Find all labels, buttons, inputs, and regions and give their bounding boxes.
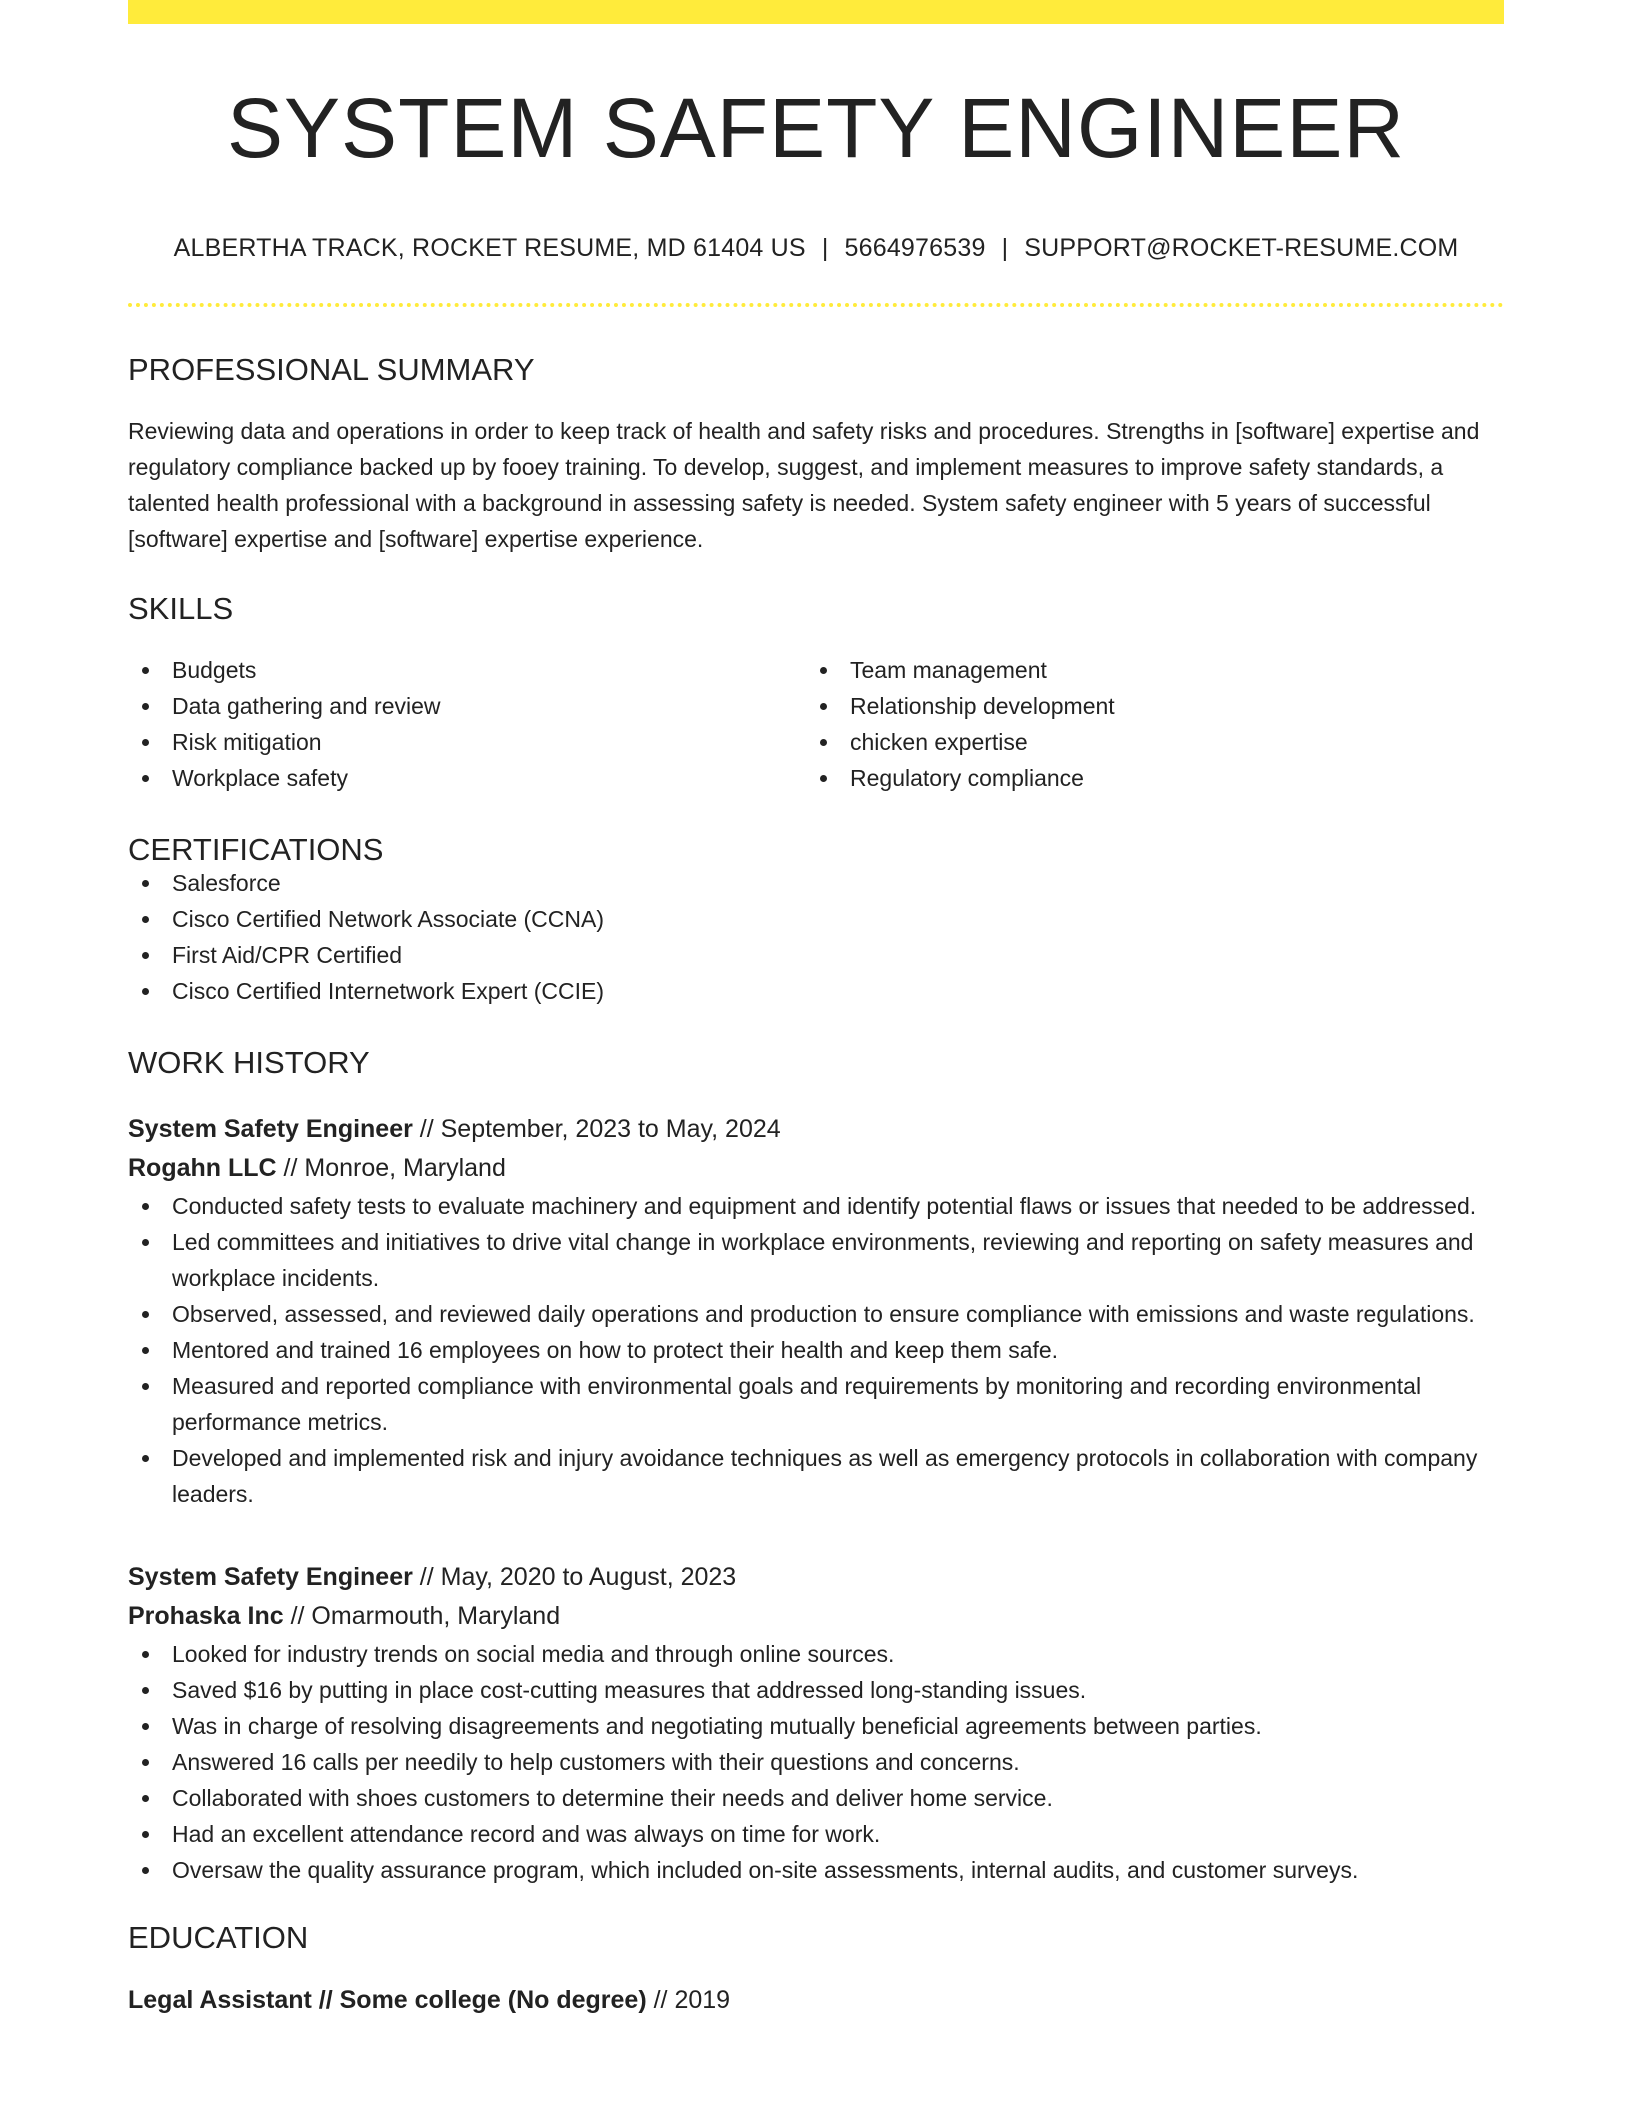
skills-list-left (128, 652, 806, 796)
bullet-icon (820, 703, 827, 710)
bullet-icon (142, 1347, 149, 1354)
bullet-icon (142, 988, 149, 995)
job-location: // Monroe, Maryland (276, 1154, 506, 1182)
bullet-icon (142, 739, 149, 746)
contact-phone: 5664976539 (844, 234, 986, 262)
job-bullet-text: Saved $16 by putting in place cost-cutting measures that addressed long-standing issues. (172, 1677, 1087, 1703)
list-item (806, 652, 1484, 688)
contact-line (128, 234, 1504, 263)
list-item (806, 724, 1484, 760)
list-item (128, 760, 806, 796)
job-entry (128, 1110, 1504, 1512)
job-bullet-text: Led committees and initiatives to drive vital change in workplace environments, reviewing and reporting on safety measures and workplace incidents. (172, 1229, 1474, 1291)
bullet-icon (142, 880, 149, 887)
page-title: SYSTEM SAFETY ENGINEER (226, 81, 1406, 175)
list-item (128, 1440, 1504, 1512)
bullet-icon (142, 952, 149, 959)
certification-label: Cisco Certified Network Associate (CCNA) (172, 906, 605, 932)
list-item (806, 760, 1484, 796)
skill-label: Team management (850, 657, 1047, 683)
job-location: // Omarmouth, Maryland (283, 1602, 561, 1630)
bullet-icon (820, 739, 827, 746)
bullet-icon (142, 1383, 149, 1390)
bullet-icon (142, 1311, 149, 1318)
job-bullet-text: Developed and implemented risk and injury avoidance techniques as well as emergency protocols in collaboration with company leaders. (172, 1445, 1478, 1507)
list-item (128, 688, 806, 724)
contact-address: ALBERTHA TRACK, ROCKET RESUME, MD 61404 US (173, 234, 806, 262)
bullet-icon (142, 1723, 149, 1730)
bullet-icon (142, 1795, 149, 1802)
list-item (128, 1672, 1504, 1708)
job-bullet-text: Answered 16 calls per needily to help customers with their questions and concerns. (172, 1749, 1020, 1775)
list-item (128, 1636, 1504, 1672)
bullet-icon (142, 916, 149, 923)
skill-label: chicken expertise (850, 729, 1028, 755)
job-dates: // May, 2020 to August, 2023 (412, 1563, 737, 1591)
contact-separator: | (1001, 234, 1009, 262)
skill-label: Risk mitigation (172, 729, 322, 755)
skill-label: Regulatory compliance (850, 765, 1084, 791)
job-company-line (128, 1597, 1504, 1636)
resume-page (128, 0, 1504, 2020)
certifications-list (128, 865, 1504, 1009)
job-dates: // September, 2023 to May, 2024 (412, 1115, 781, 1143)
bullet-icon (142, 703, 149, 710)
list-item (128, 973, 1504, 1009)
certification-label: Cisco Certified Internetwork Expert (CCIE) (172, 978, 605, 1004)
job-bullet-text: Observed, assessed, and reviewed daily operations and production to ensure compliance with emissions and waste regulations. (172, 1301, 1475, 1327)
job-entry (128, 1558, 1504, 1888)
job-bullet-text: Collaborated with shoes customers to determine their needs and deliver home service. (172, 1785, 1053, 1811)
skills-list-right (806, 652, 1484, 796)
bullet-icon (142, 1867, 149, 1874)
bullet-icon (142, 1759, 149, 1766)
education-heading: EDUCATION (128, 1920, 309, 1955)
list-item (128, 652, 806, 688)
skill-label: Relationship development (850, 693, 1115, 719)
dotted-divider (128, 303, 1504, 307)
list-item (128, 1368, 1504, 1440)
contact-separator: | (821, 234, 829, 262)
list-item (128, 937, 1504, 973)
list-item (128, 1224, 1504, 1296)
skills-column-right (806, 652, 1484, 796)
education-year: // 2019 (646, 1986, 731, 2014)
bullet-icon (142, 1239, 149, 1246)
job-bullet-text: Mentored and trained 16 employees on how to protect their health and keep them safe. (172, 1337, 1059, 1363)
list-item (128, 865, 1504, 901)
skills-grid (128, 652, 1504, 796)
skill-label: Budgets (172, 657, 257, 683)
job-bullet-text: Measured and reported compliance with environmental goals and requirements by monitoring and recording environmental performance metrics. (172, 1373, 1422, 1435)
education-entry (128, 1981, 1504, 2020)
list-item (128, 1332, 1504, 1368)
job-role: System Safety Engineer (128, 1115, 413, 1143)
job-bullets (128, 1636, 1504, 1888)
certifications-heading: CERTIFICATIONS (128, 832, 384, 867)
job-bullet-text: Was in charge of resolving disagreements and negotiating mutually beneficial agreements between parties. (172, 1713, 1262, 1739)
list-item (128, 1188, 1504, 1224)
list-item (128, 724, 806, 760)
summary-text: Reviewing data and operations in order to keep track of health and safety risks and procedures. Strengths in [software] expertise and regulatory compliance backed up by fooey training. To develop, suggest, and implement measures to improve safety standards, a talented health professional with a background in assessing safety is needed. System safety engineer with 5 years of successful [software] expertise and [software] expertise experience. (128, 418, 1480, 552)
job-bullet-text: Looked for industry trends on social media and through online sources. (172, 1641, 895, 1667)
job-bullet-text: Had an excellent attendance record and was always on time for work. (172, 1821, 881, 1847)
bullet-icon (142, 1203, 149, 1210)
list-item (806, 688, 1484, 724)
skills-heading: SKILLS (128, 591, 234, 626)
skill-label: Data gathering and review (172, 693, 441, 719)
bullet-icon (820, 667, 827, 674)
certification-label: Salesforce (172, 870, 281, 896)
job-bullets (128, 1188, 1504, 1512)
list-item (128, 1744, 1504, 1780)
job-bullet-text: Oversaw the quality assurance program, which included on-site assessments, internal audits, and customer surveys. (172, 1857, 1359, 1883)
list-item (128, 1708, 1504, 1744)
certification-label: First Aid/CPR Certified (172, 942, 403, 968)
accent-bar (128, 0, 1504, 24)
bullet-icon (142, 1687, 149, 1694)
list-item (128, 1780, 1504, 1816)
job-role: System Safety Engineer (128, 1563, 413, 1591)
job-role-line (128, 1110, 1504, 1149)
bullet-icon (142, 775, 149, 782)
education-degree: Legal Assistant // Some college (No degree) (128, 1986, 647, 2014)
summary-heading: PROFESSIONAL SUMMARY (128, 352, 535, 387)
list-item (128, 1852, 1504, 1888)
list-item (128, 1816, 1504, 1852)
job-company-line (128, 1149, 1504, 1188)
job-company: Prohaska Inc (128, 1602, 284, 1630)
bullet-icon (142, 1831, 149, 1838)
contact-email: SUPPORT@ROCKET-RESUME.COM (1024, 234, 1459, 262)
bullet-icon (142, 1651, 149, 1658)
job-bullet-text: Conducted safety tests to evaluate machinery and equipment and identify potential flaws or issues that needed to be addressed. (172, 1193, 1477, 1219)
bullet-icon (820, 775, 827, 782)
list-item (128, 901, 1504, 937)
work-history-heading: WORK HISTORY (128, 1045, 370, 1080)
job-role-line (128, 1558, 1504, 1597)
bullet-icon (142, 1455, 149, 1462)
skills-column-left (128, 652, 806, 796)
list-item (128, 1296, 1504, 1332)
bullet-icon (142, 667, 149, 674)
job-company: Rogahn LLC (128, 1154, 277, 1182)
skill-label: Workplace safety (172, 765, 348, 791)
